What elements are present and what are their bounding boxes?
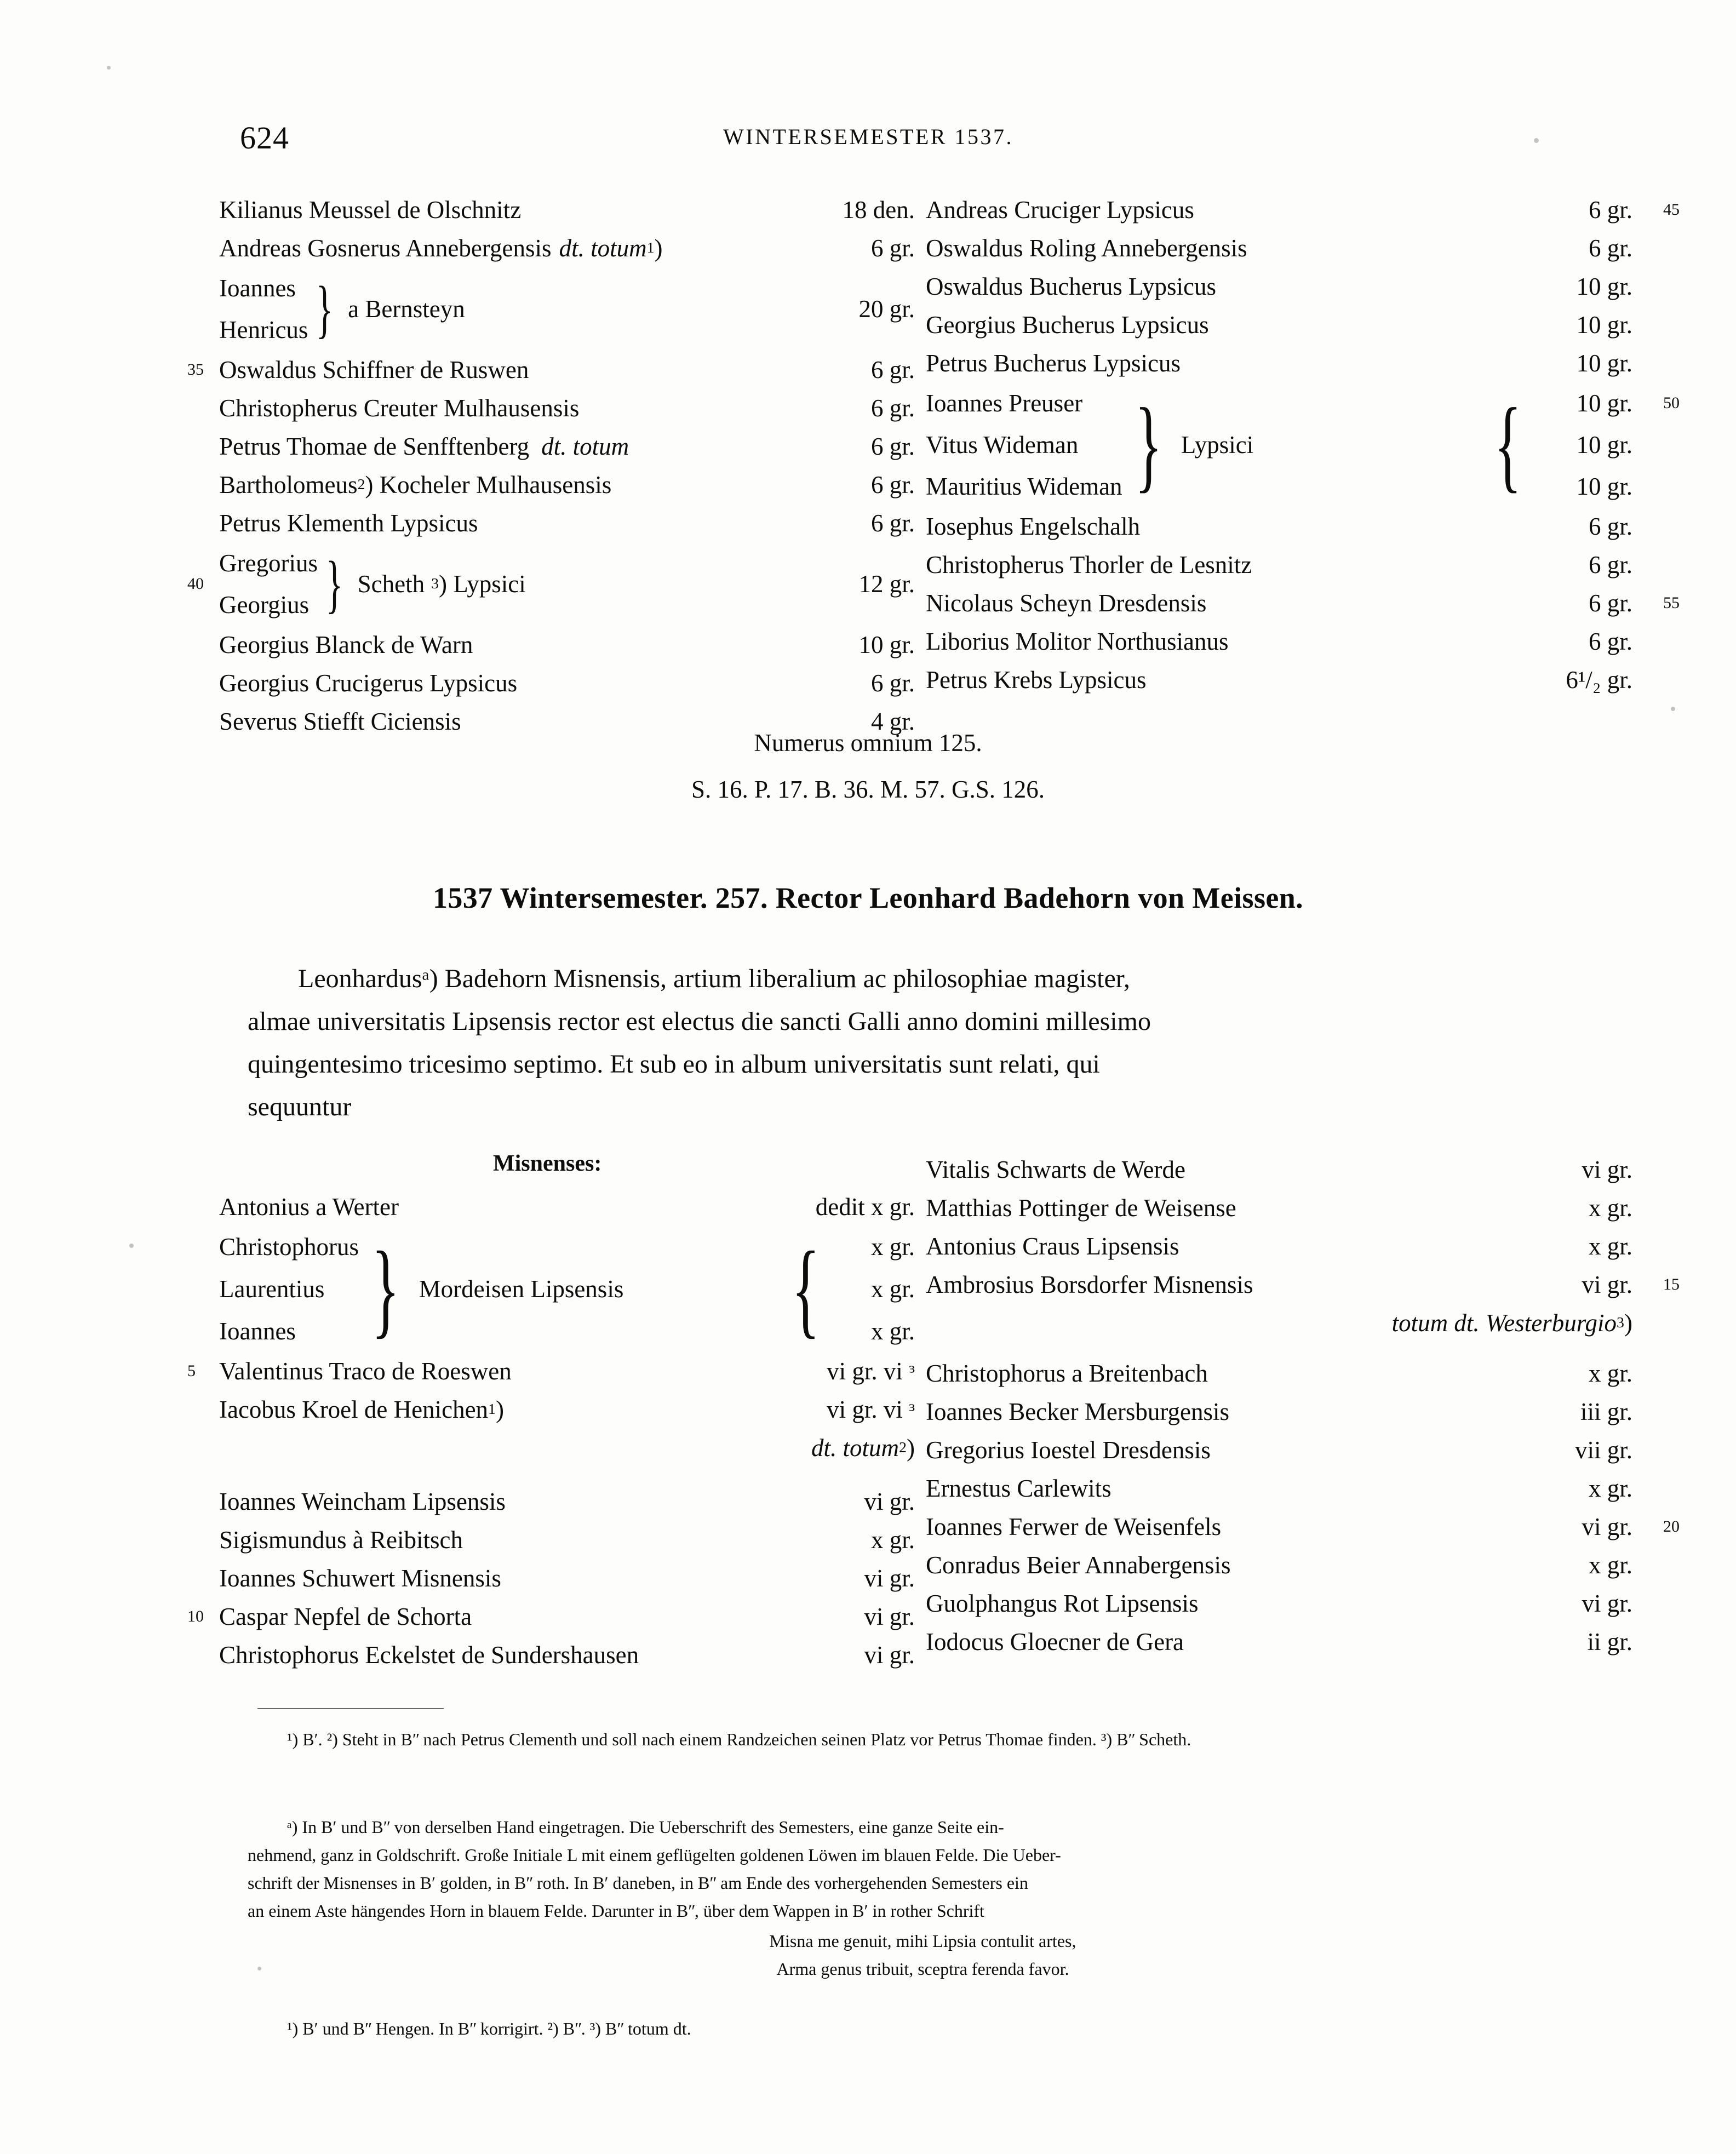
rector-paragraph-line-4 [248,1086,1519,1128]
student-name: Iacobus Kroel de Henichen [219,1396,489,1423]
student-name: Caspar Nepfel de Schorta [219,1603,472,1630]
page-number: 624 [240,120,289,156]
grouped-names [219,1226,359,1352]
footnote-line: an einem Aste hängendes Horn in blauem Felde. Darunter in Bʺ, über dem Wappen in Bʹ in rother Schrift [248,1901,984,1921]
verse-line-two: Arma genus tribuit, sceptra ferenda favor. [776,1959,1069,1979]
fee-amount: 6 gr. [1588,196,1632,224]
student-name: Iodocus Gloecner de Gera [926,1628,1184,1655]
rector-paragraph-line-2 [248,1000,1519,1043]
fee-amount: vi gr. [864,1603,915,1630]
fee-amount: x gr. [1588,1194,1632,1222]
table-row [219,1390,915,1429]
register-one-left-column [187,191,915,741]
fee-amount: 6¹/₂ gr. [1566,666,1632,694]
student-name: Antonius a Werter [219,1193,399,1221]
footnote-line: ᵃ) In Bʹ und Bʺ von derselben Hand eingetragen. Die Ueberschrift des Semesters, eine ganze Seite ein- [287,1817,1004,1837]
group-surname: Mordeisen Lipsensis [419,1275,624,1303]
table-row [926,344,1632,382]
footnote-paren: ) [1624,1309,1632,1337]
table-row [219,389,915,427]
table-row [219,1636,915,1674]
group-surname: a Bernsteyn [348,295,465,323]
fee-amount: 6 gr. [870,433,915,460]
student-name: Petrus Bucherus Lypsicus [926,350,1181,377]
table-row [926,1227,1632,1265]
paragraph-line: quingentesimo tricesimo septimo. Et sub eo in album universitatis sunt relati, qui [248,1050,1100,1079]
fee-amount: 10 gr. [1576,273,1632,300]
table-row [926,1354,1632,1393]
footnote-block-two-line-2 [248,1841,1524,1869]
fee-amount: x gr. [870,1233,915,1261]
table-row [926,1623,1632,1661]
table-row [219,427,915,466]
footnote-ref[interactable]: 2 [899,1439,907,1456]
table-row [187,1597,915,1636]
rector-paragraph [248,958,1519,1000]
scan-speck [1671,707,1675,711]
footnote-item: ¹) Bʹ und Bʺ Hengen. In Bʺ korrigirt. ²) Bʺ. ³) Bʺ totum dt. [287,2019,691,2038]
student-name: Ioannes Weincham Lipsensis [219,1488,506,1515]
footnote-ref[interactable]: 3 [431,575,439,592]
student-name: Antonius Craus Lipsensis [926,1233,1179,1260]
line-number: 5 [187,1362,196,1380]
footnote-block-one [248,1726,1524,1754]
fee-amount: x gr. [1588,1475,1632,1502]
fee-amount: 6 gr. [1588,234,1632,262]
student-name: Kilianus Meussel de Olschnitz [219,196,522,224]
student-name: Sigismundus à Reibitsch [219,1526,463,1554]
table-row [219,504,915,542]
line-number: 55 [1663,594,1680,612]
footnote-paren: ) [654,234,663,262]
student-name: Guolphangus Rot Lipsensis [926,1590,1199,1617]
line-number: 20 [1663,1517,1680,1536]
student-name: Petrus Thomae de Senfftenberg [219,433,530,460]
table-row-grouped: Ioannes Henricus } a Bernsteyn 20 gr. [219,267,915,351]
table-row [926,1469,1632,1508]
table-row [926,507,1632,546]
line-number: 40 [187,575,204,593]
table-row-grouped: 40 Gregorius Georgius } Scheth 3 ) Lypsici 12 gr. [219,542,915,626]
table-row [926,1508,1680,1546]
fee-amount: vi gr. [864,1565,915,1592]
student-name: Conradus Beier Annabergensis [926,1551,1231,1579]
student-name: Christopherus Thorler de Lesnitz [926,551,1252,578]
fee-amount: 6 gr. [1588,589,1632,617]
student-name: Ioannes Becker Mersburgensis [926,1398,1230,1425]
group-surname: Lypsici [1181,431,1254,459]
rector-paragraph-line-3 [248,1043,1519,1086]
grouped-fee-amounts [833,1226,915,1352]
student-name: Vitus Wideman [926,431,1079,459]
entry-note: dt. totum [559,234,647,262]
grouped-fee-amounts [1534,382,1632,507]
footnote-block-two-line-3 [248,1869,1524,1897]
fee-amount: 10 gr. [1576,389,1632,417]
student-name: Georgius Blanck de Warn [219,631,473,658]
fee-amount: vi gr. vi ᶟ [827,1396,915,1423]
running-title: WINTERSEMESTER 1537. [723,124,1013,149]
group-surname: Scheth [357,570,425,598]
line-number: 50 [1663,394,1680,412]
table-row [926,191,1680,229]
fee-amount: 10 gr. [1576,431,1632,459]
group-surname-tail: ) Lypsici [439,570,526,598]
fee-amount: x gr. [870,1526,915,1554]
scan-speck [107,66,111,70]
table-row [219,1521,915,1559]
fee-amount: dedit x gr. [815,1193,915,1221]
fee-amount: 6 gr. [1588,513,1632,540]
fee-amount: 6 gr. [870,509,915,537]
verse-line-one: Misna me genuit, mihi Lipsia contulit artes, [769,1931,1076,1951]
register-table-one [0,191,1736,735]
student-name: Oswaldus Bucherus Lypsicus [926,273,1216,300]
fee-amount: 6 gr. [870,394,915,422]
register-one-right-column [926,191,1680,699]
entry-note: totum dt. Westerburgio [1391,1309,1617,1337]
student-name: Ernestus Carlewits [926,1475,1112,1502]
running-head [0,119,1736,156]
line-number: 35 [187,360,204,379]
fee-amount: vi gr. [1582,1156,1632,1183]
student-name: Iosephus Engelschalh [926,513,1141,540]
fee-amount: 6 gr. [870,356,915,383]
paragraph-line: Leonhardusᵃ) Badehorn Misnensis, artium liberalium ac philosophiae magister, [298,964,1130,993]
student-name: Mauritius Wideman [926,473,1122,500]
fee-amount: 10 gr. [1576,311,1632,339]
table-row [926,1265,1680,1304]
fee-amount: 10 gr. [1576,350,1632,377]
fee-amount: vi gr. [864,1641,915,1669]
student-name: Christophorus a Breitenbach [926,1360,1208,1387]
fee-amount: 6 gr. [870,471,915,499]
student-name: Christopherus Creuter Mulhausensis [219,394,580,422]
faculty-summary-line: S. 16. P. 17. B. 36. M. 57. G.S. 126. [691,776,1045,803]
fee-amount: vi gr. [864,1488,915,1515]
footnote-ref[interactable]: 1 [488,1401,496,1418]
line-number: 15 [1663,1275,1680,1293]
table-row [926,1584,1632,1623]
student-name: Liborius Molitor Northusianus [926,628,1229,655]
table-row [219,626,915,664]
fee-amount: x gr. [1588,1233,1632,1260]
student-name: Georgius Crucigerus Lypsicus [219,669,518,697]
student-name: Vitalis Schwarts de Werde [926,1156,1185,1183]
student-name: Ioannes [219,274,296,302]
student-name: Ioannes Schuwert Misnensis [219,1565,501,1592]
fee-amount: 6 gr. [870,234,915,262]
student-name: Christophorus [219,1233,359,1261]
student-name: Andreas Cruciger Lypsicus [926,196,1194,224]
student-name: Henricus [219,316,308,343]
fee-amount: vi gr. [1582,1513,1632,1540]
student-name: Valentinus Traco de Roeswen [219,1357,512,1385]
grouped-names [219,542,318,626]
student-name: Severus Stiefft Ciciensis [219,708,461,735]
register-two-right-column [926,1150,1680,1661]
table-row [187,351,915,389]
student-name: Petrus Krebs Lypsicus [926,666,1147,694]
line-number: 45 [1663,200,1680,219]
fee-amount: 6 gr. [1588,551,1632,578]
student-name: Christophorus Eckelstet de Sundershausen [219,1641,639,1669]
footnote-block-two [248,1813,1524,1841]
student-name: Ambrosius Borsdorfer Misnensis [926,1271,1253,1298]
paragraph-line: almae universitatis Lipsensis rector est electus die sancti Galli anno domini millesimo [248,1007,1151,1036]
student-name: Oswaldus Schiffner de Ruswen [219,356,529,383]
grouped-names [926,382,1122,507]
student-name: Ioannes Preuser [926,389,1083,417]
table-row [926,1189,1632,1227]
student-name: Petrus Klementh Lypsicus [219,509,478,537]
footnote-block-two-line-4 [248,1897,1524,1925]
table-row [926,1393,1632,1431]
fee-amount: vi gr. vi ᶟ [827,1357,915,1385]
fee-amount: ii gr. [1587,1628,1632,1655]
fee-amount: vi gr. [1582,1590,1632,1617]
table-row [219,664,915,702]
paragraph-line: sequuntur [248,1092,352,1121]
line-number: 10 [187,1607,204,1625]
table-row [219,191,915,229]
table-row-grouped: Ioannes Preuser Vitus Wideman Mauritius Wideman } Lypsici } 10 gr. 10 gr. 10 gr. 50 [926,382,1632,507]
fee-amount: x gr. [1588,1360,1632,1387]
table-row [926,1546,1632,1584]
student-name: Laurentius [219,1275,325,1303]
table-row [219,1482,915,1521]
entry-note: dt. totum [811,1434,899,1462]
footnote-line: schrift der Misnenses in Bʹ golden, in Bʺ roth. In Bʹ daneben, in Bʺ am Ende des vorhergehenden Semesters ein [248,1873,1028,1893]
table-row [219,229,915,267]
table-row [926,229,1632,267]
fee-amount: 20 gr. [858,295,915,323]
fee-amount: 10 gr. [1576,473,1632,500]
total-line: Numerus omnium 125. [754,729,982,757]
fee-amount: 4 gr. [870,708,915,735]
footnote-ref[interactable]: 1 [646,239,655,256]
entry-note: dt. totum [541,433,629,460]
table-row [926,584,1680,622]
table-row-note [926,1304,1632,1342]
student-name: Georgius Bucherus Lypsicus [926,311,1209,339]
footnote-block-three [248,2015,1524,2043]
fee-amount: 6 gr. [870,669,915,697]
table-row [926,622,1632,661]
table-row-note [219,1429,915,1467]
student-name: Bartholomeus [219,471,358,499]
table-row-grouped: Christophorus Laurentius Ioannes } Mordeisen Lipsensis } x gr. x gr. x gr. [219,1226,915,1352]
table-row [926,306,1632,344]
student-name: Matthias Pottinger de Weisense [926,1194,1236,1222]
register-two-left-column [187,1188,915,1674]
fee-amount: iii gr. [1580,1398,1632,1425]
fee-amount: x gr. [870,1317,915,1345]
section-heading: 1537 Wintersemester. 257. Rector Leonhard Badehorn von Meissen. [432,881,1304,914]
student-name: Gregorius [219,549,318,577]
student-name: Nicolaus Scheyn Dresdensis [926,589,1207,617]
student-name-tail: ) [496,1396,504,1423]
table-row [926,1431,1632,1469]
group-caption-misnenses: Misnenses: [493,1151,602,1176]
student-name: Gregorius Ioestel Dresdensis [926,1436,1211,1464]
table-row [926,1150,1632,1189]
footnote-paren: ) [907,1434,915,1462]
student-name: Ioannes [219,1317,296,1345]
table-row [219,1188,915,1226]
student-name: Ioannes Ferwer de Weisenfels [926,1513,1222,1540]
fee-amount: vii gr. [1574,1436,1632,1464]
table-row [219,466,915,504]
student-name-tail: ) Kocheler Mulhausensis [365,471,612,499]
student-name: Georgius [219,591,310,618]
student-name: Andreas Gosnerus Annebergensis [219,234,552,262]
fee-amount: x gr. [1588,1551,1632,1579]
table-row [926,661,1632,699]
table-row [219,1559,915,1597]
table-row [187,1352,915,1390]
fee-amount: 12 gr. [858,570,915,598]
fee-amount: vi gr. [1582,1271,1632,1298]
table-row [926,267,1632,306]
fee-amount: 10 gr. [858,631,915,658]
footnote-divider [257,1708,444,1709]
footnote-line: nehmend, ganz in Goldschrift. Große Initiale L mit einem geflügelten goldenen Löwen im blauen Felde. Die Ueber- [248,1845,1061,1865]
footnote-item: ¹) Bʹ. ²) Steht in Bʺ nach Petrus Clementh und soll nach einem Randzeichen seinen Platz vor Petrus Thomae finden. ³) Bʺ Scheth. [287,1729,1191,1749]
grouped-names [219,267,308,351]
fee-amount: 6 gr. [1588,628,1632,655]
fee-amount: x gr. [870,1275,915,1303]
table-row [926,546,1632,584]
footnote-ref[interactable]: 3 [1617,1314,1624,1331]
student-name: Oswaldus Roling Annebergensis [926,234,1247,262]
fee-amount: 18 den. [842,196,915,224]
footnote-ref[interactable]: 2 [357,476,365,493]
